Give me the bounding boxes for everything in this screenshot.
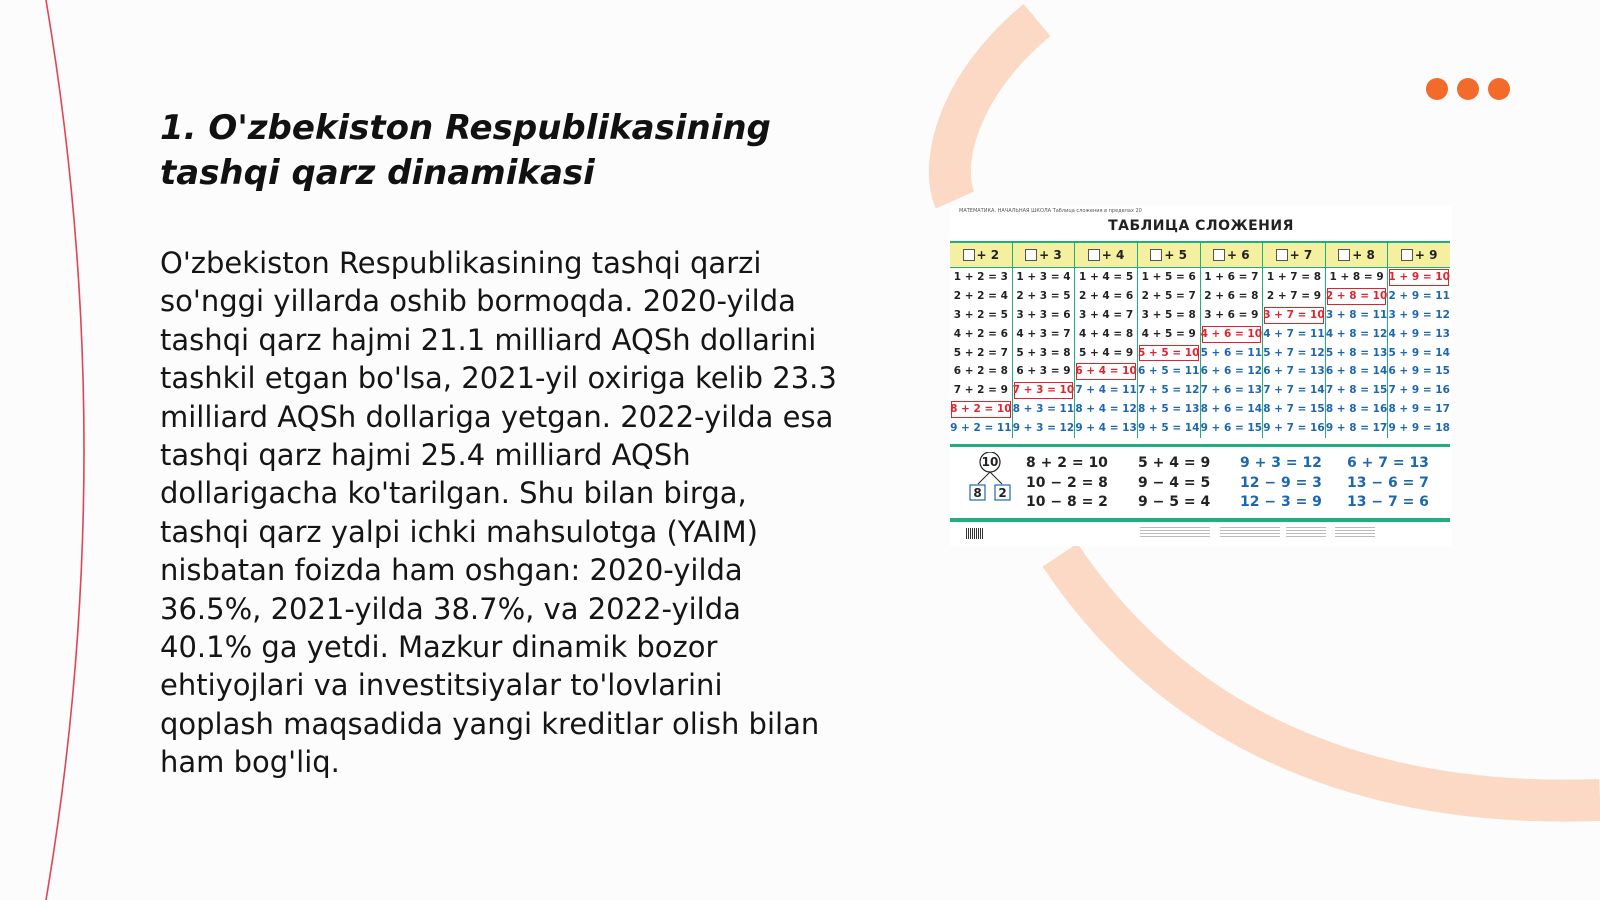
number-composition-diagram — [964, 452, 1020, 508]
table-cell: 9 + 8 = 17 — [1325, 422, 1388, 435]
column-header-label: + 9 — [1414, 248, 1438, 262]
example-equation: 13 − 6 = 7 — [1347, 474, 1429, 491]
column-header — [1138, 243, 1200, 268]
table-cell: 6 + 6 = 12 — [1200, 365, 1263, 378]
table-column — [1201, 243, 1264, 438]
slide-body-text: O'zbekiston Respublikasining tashqi qarzi so'nggi yillarda oshib bormoqda. 2020-yilda tashqi qarz hajmi 21.1 milliard AQSh dollarini tashkil etgan bo'lsa, 2021-yil oxiriga kelib 23.3 milliard AQSh dollariga yetgan. 2022-yilda esa tashqi qarz hajmi 25.4 milliard AQSh dollarigacha ko'tarilgan. Shu bilan birga, tashqi qarz yalpi ichki mahsulotga (YAIM) nisbatan foizda ham oshgan: 2020-yilda 36.5%, 2021-yilda 38.7%, va 2022-yilda 40.1% ga yetdi. Mazkur dinamik bozor ehtiyojlari va investitsiyalar to'lovlarini qoplash maqsadida yangi kreditlar olish bilan ham bog'liq. — [160, 246, 837, 780]
table-cell: 6 + 4 = 10 — [1075, 362, 1137, 381]
table-cell: 3 + 9 = 12 — [1388, 308, 1450, 321]
column-header — [950, 243, 1012, 268]
column-header-label: + 7 — [1289, 248, 1313, 262]
example-equation: 12 − 3 = 9 — [1240, 494, 1322, 510]
blank-box-icon — [1025, 249, 1037, 261]
table-column — [1326, 243, 1389, 438]
table-cell: 5 + 2 = 7 — [953, 346, 1008, 359]
fine-print — [1286, 527, 1326, 537]
column-header-label: + 2 — [976, 248, 1000, 262]
table-cell: 9 + 6 = 15 — [1200, 422, 1263, 435]
barcode — [966, 528, 984, 539]
table-cell: 7 + 5 = 12 — [1137, 384, 1200, 397]
table-cell: 3 + 5 = 8 — [1141, 308, 1196, 321]
table-cell: 2 + 6 = 8 — [1204, 289, 1259, 302]
example-equation: 9 − 4 = 5 — [1138, 474, 1211, 491]
table-cell: 8 + 4 = 12 — [1075, 403, 1137, 416]
table-cell: 8 + 2 = 10 — [950, 400, 1012, 419]
table-cell: 6 + 7 = 13 — [1263, 365, 1325, 378]
example-group — [1347, 454, 1429, 513]
table-cell: 8 + 6 = 14 — [1200, 403, 1263, 416]
table-column — [1013, 243, 1076, 438]
table-cell: 8 + 3 = 11 — [1012, 403, 1075, 416]
diagram-right-number: 2 — [998, 486, 1007, 500]
example-equation: 8 + 2 = 10 — [1026, 455, 1108, 471]
column-header — [1201, 243, 1263, 268]
table-cell: 4 + 4 = 8 — [1078, 327, 1134, 340]
table-column — [950, 243, 1013, 438]
blank-box-icon — [1150, 249, 1162, 261]
table-cell: 2 + 7 = 9 — [1266, 289, 1321, 302]
table-cell: 1 + 4 = 5 — [1078, 271, 1134, 283]
column-header-label: + 3 — [1039, 248, 1062, 262]
column-header-label: + 5 — [1164, 248, 1187, 262]
diagram-left-number: 8 — [973, 486, 982, 500]
table-cell: 6 + 9 = 15 — [1388, 365, 1450, 378]
table-cell: 3 + 4 = 7 — [1078, 308, 1134, 321]
dot — [1488, 78, 1510, 100]
table-cell: 3 + 2 = 5 — [953, 308, 1008, 321]
table-cell: 9 + 2 = 11 — [950, 422, 1012, 435]
example-equation: 13 − 7 = 6 — [1347, 494, 1429, 510]
example-equation: 5 + 4 = 9 — [1138, 455, 1211, 471]
table-cell: 7 + 4 = 11 — [1075, 384, 1137, 397]
decorative-dots — [1426, 78, 1510, 100]
table-cell: 4 + 8 = 12 — [1325, 327, 1388, 340]
column-header-label: + 8 — [1352, 248, 1375, 262]
table-cell: 4 + 2 = 6 — [953, 327, 1008, 340]
slide-title: 1. O'zbekiston Respublikasining tashqi qarz dinamikasi — [160, 108, 771, 193]
table-cell: 5 + 6 = 11 — [1200, 346, 1263, 359]
diagram-top-number: 10 — [981, 455, 999, 469]
example-equation: 9 + 3 = 12 — [1240, 455, 1322, 471]
table-cell: 6 + 8 = 14 — [1325, 365, 1388, 378]
table-column — [1263, 243, 1326, 438]
blank-box-icon — [963, 249, 975, 261]
table-cell: 1 + 2 = 3 — [953, 271, 1008, 283]
example-equation: 10 − 2 = 8 — [1026, 474, 1108, 491]
example-group — [1240, 454, 1322, 513]
blank-box-icon — [1276, 249, 1288, 261]
table-cell: 3 + 6 = 9 — [1204, 308, 1259, 321]
table-cell: 4 + 6 = 10 — [1201, 325, 1263, 344]
table-cell: 7 + 3 = 10 — [1013, 381, 1075, 400]
table-cell: 8 + 7 = 15 — [1263, 403, 1325, 416]
table-column — [1388, 243, 1450, 438]
table-cell: 5 + 9 = 14 — [1388, 346, 1450, 359]
blank-box-icon — [1401, 249, 1413, 261]
table-cell: 9 + 7 = 16 — [1263, 422, 1325, 435]
example-equation: 9 − 5 = 4 — [1138, 494, 1211, 510]
table-cell: 5 + 8 = 13 — [1325, 346, 1388, 359]
table-cell: 2 + 5 = 7 — [1141, 289, 1196, 302]
table-cell: 2 + 3 = 5 — [1016, 289, 1071, 302]
example-equation: 6 + 7 = 13 — [1347, 455, 1429, 471]
fine-print — [1220, 527, 1280, 537]
blank-box-icon — [1213, 249, 1225, 261]
table-cell: 1 + 8 = 9 — [1329, 271, 1384, 283]
column-header-label: + 4 — [1101, 248, 1125, 262]
table-cell: 8 + 5 = 13 — [1137, 403, 1200, 416]
table-cell: 9 + 5 = 14 — [1137, 422, 1200, 435]
table-cell: 5 + 7 = 12 — [1263, 346, 1325, 359]
table-cell: 4 + 7 = 11 — [1263, 327, 1325, 340]
addition-grid — [950, 241, 1450, 438]
table-cell: 7 + 8 = 15 — [1325, 384, 1388, 397]
dot — [1457, 78, 1479, 100]
left-border-curve — [46, 0, 84, 900]
table-cell: 2 + 9 = 11 — [1388, 289, 1450, 302]
table-cell: 1 + 6 = 7 — [1204, 271, 1259, 283]
divider — [950, 444, 1450, 447]
table-cell: 9 + 3 = 12 — [1012, 422, 1075, 435]
table-cell: 7 + 7 = 14 — [1263, 384, 1325, 397]
addition-table-image — [950, 206, 1452, 546]
column-header — [1263, 243, 1325, 268]
figure-title: ТАБЛИЦА СЛОЖЕНИЯ — [1108, 218, 1294, 234]
column-header-label: + 6 — [1227, 248, 1250, 262]
blank-box-icon — [1088, 249, 1100, 261]
table-column — [1138, 243, 1201, 438]
table-cell: 2 + 4 = 6 — [1078, 289, 1134, 302]
table-cell: 7 + 6 = 13 — [1200, 384, 1263, 397]
table-cell: 9 + 4 = 13 — [1075, 422, 1137, 435]
table-cell: 1 + 9 = 10 — [1388, 268, 1450, 287]
example-equation: 12 − 9 = 3 — [1240, 474, 1322, 491]
blank-box-icon — [1338, 249, 1350, 261]
table-cell: 8 + 8 = 16 — [1325, 403, 1388, 416]
example-group — [1026, 454, 1108, 513]
table-cell: 3 + 8 = 11 — [1325, 308, 1388, 321]
table-cell: 2 + 8 = 10 — [1326, 287, 1388, 306]
table-column — [1075, 243, 1138, 438]
table-cell: 8 + 9 = 17 — [1388, 403, 1450, 416]
column-header — [1075, 243, 1137, 268]
column-header — [1013, 243, 1075, 268]
example-group — [1138, 454, 1210, 513]
divider — [950, 518, 1450, 522]
table-cell: 5 + 4 = 9 — [1078, 346, 1134, 359]
example-equation: 10 − 8 = 2 — [1026, 494, 1108, 510]
table-cell: 4 + 9 = 13 — [1388, 327, 1450, 340]
table-cell: 1 + 5 = 6 — [1141, 271, 1196, 283]
column-header — [1388, 243, 1450, 268]
figure-header: МАТЕМАТИКА. НАЧАЛЬНАЯ ШКОЛА Таблица сложения в пределах 20 — [959, 208, 1142, 214]
fine-print — [1335, 527, 1375, 537]
table-cell: 4 + 3 = 7 — [1016, 327, 1071, 340]
table-cell: 7 + 9 = 16 — [1388, 384, 1450, 397]
column-header — [1326, 243, 1388, 268]
table-cell: 3 + 3 = 6 — [1016, 308, 1071, 321]
table-cell: 9 + 9 = 18 — [1388, 422, 1450, 435]
table-cell: 6 + 2 = 8 — [953, 365, 1008, 378]
table-cell: 1 + 3 = 4 — [1016, 271, 1071, 283]
table-cell: 5 + 5 = 10 — [1138, 344, 1200, 363]
table-cell: 5 + 3 = 8 — [1016, 346, 1071, 359]
table-cell: 2 + 2 = 4 — [953, 289, 1008, 302]
table-cell: 6 + 5 = 11 — [1137, 365, 1200, 378]
table-cell: 6 + 3 = 9 — [1016, 365, 1071, 378]
table-cell: 7 + 2 = 9 — [953, 384, 1008, 397]
dot — [1426, 78, 1448, 100]
table-cell: 4 + 5 = 9 — [1141, 327, 1196, 340]
fine-print — [1140, 527, 1210, 537]
table-cell: 1 + 7 = 8 — [1266, 271, 1321, 283]
table-cell: 3 + 7 = 10 — [1263, 306, 1325, 325]
